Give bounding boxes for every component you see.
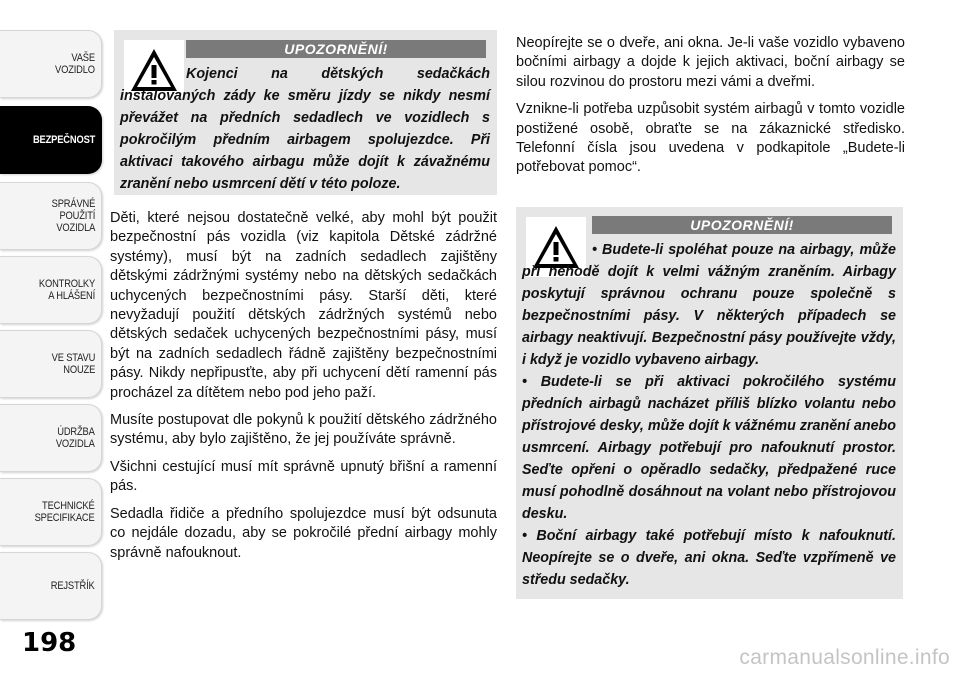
warning-text: Kojenci na dětských sedačkách instalovaných zády ke směru jízdy se nikdy nesmí převážet na předních sedadlech ve vozidlech s pokročilým předním airbagem spolujezdce. Při aktivaci takového airbagu může dojít k závažnému zranění nebo usmrcení dětí v této poloze. <box>120 66 490 192</box>
warning-box-airbags <box>516 207 903 599</box>
bullet-item: • Budete-li se při aktivaci pokročilého systému předních airbagů nacházet příliš blízko volantu nebo přístrojové desky, může dojít k vážnému zranění anebo usmrcení. Airbagy potřebují pro nafouknutí prostor. Seďte opřeni o opěradlo sedačky, předpažené ruce musí pohodlně dosáhnout na volant nebo přístrojovou desku. <box>522 374 896 522</box>
warning-text <box>522 239 896 591</box>
warning-box-infants <box>114 30 497 195</box>
left-column-text <box>110 209 497 571</box>
tab-ve-stavu-nouze[interactable]: VE STAVU NOUZE <box>0 330 102 398</box>
right-column-text <box>516 34 905 186</box>
paragraph: Musíte postupovat dle pokynů k použití dětského zádržného systému, aby bylo zajištěno, že jej používáte správně. <box>110 412 497 448</box>
tab-udrzba-vozidla[interactable]: ÚDRŽBA VOZIDLA <box>0 404 102 472</box>
paragraph: Všichni cestující musí mít správně upnutý břišní a ramenní pás. <box>110 458 497 495</box>
bullet-item: • Budete-li spoléhat pouze na airbagy, může při nehodě dojít k velmi vážným zraněním. Airbagy poskytují správnou ochranu pouze společně s bezpečnostními pásy. V některých případech se airbagy neaktivují. Bezpečnostní pásy používejte vždy, i když je vozidlo vybaveno airbagy. <box>522 242 896 368</box>
warning-title: UPOZORNĚNÍ! <box>186 40 486 58</box>
tab-bezpecnost[interactable]: BEZPEČNOST <box>0 106 102 174</box>
paragraph: Vznikne-li potřeba uzpůsobit systém airbagů v tomto vozidle postižené osobě, obraťte se na zákaznické středisko. Telefonní čísla jsou uvedena v podkapitole „Budete-li potřebovat pomoc“. <box>516 101 905 176</box>
bullet-item: • Boční airbagy také potřebují místo k nafouknutí. Neopírejte se o dveře, ani okna. Seďte vzpřímeně ve středu sedačky. <box>522 528 896 588</box>
watermark: carmanualsonline.info <box>739 646 950 669</box>
tab-technicke-specifikace[interactable]: TECHNICKÉ SPECIFIKACE <box>0 478 102 546</box>
paragraph: Děti, které nejsou dostatečně velké, aby mohl být použit bezpečnostní pás vozidla (viz kapitola Dětské zádržné systémy), musí být na zadních sedadlech zajištěny dětskými zádržnými systémy nebo na dětských sedačkách uchycených bezpečnostními pásy. Starší děti, které nevyžadují použití dětských zádržných systémů nebo dětských sedaček uchycených bezpečnostními pásy, musí být na zadních sedadlech řádně zajištěny bezpečnostními pásy. Nikdy nepřipusťte, aby při uchycení dětí ramenní pás procházel za dítětem nebo pod jeho paží. <box>110 210 497 401</box>
page-number: 198 <box>22 628 77 658</box>
warning-title: UPOZORNĚNÍ! <box>592 216 892 234</box>
paragraph: Sedadla řidiče a předního spolujezdce musí být odsunuta co nejdále dozadu, aby se pokročilé přední airbagy mohly správně nafouknout. <box>110 505 497 561</box>
tab-kontrolky-a-hlaseni[interactable]: KONTROLKY A HLÁŠENÍ <box>0 256 102 324</box>
tab-vase-vozidlo[interactable]: VAŠE VOZIDLO <box>0 30 102 98</box>
paragraph: Neopírejte se o dveře, ani okna. Je-li vaše vozidlo vybaveno bočními airbagy a dojde k jejich aktivaci, boční airbagy se silou rozvinou do prostoru mezi vámi a dveřmi. <box>516 35 905 90</box>
tab-rejstrik[interactable]: REJSTŘÍK <box>0 552 102 620</box>
tab-spravne-pouziti-vozidla[interactable]: SPRÁVNÉ POUŽITÍ VOZIDLA <box>0 182 102 250</box>
